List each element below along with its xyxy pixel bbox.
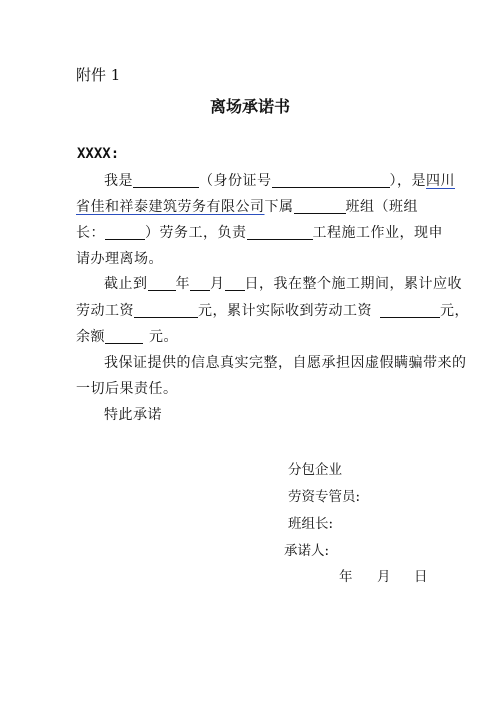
date-year: 年 [339,569,353,585]
subcontractor-label: 分包企业 [288,462,342,478]
wage-due-blank [134,303,198,318]
para1-text: 班组（班组 [345,199,418,215]
day-blank [225,276,245,291]
company-name-part: 省佳和祥泰建筑劳务有限公司 [76,199,265,215]
para2-text: 日，我在整个施工期间，累计应收 [244,276,462,292]
para1-text: 工程施工作业，现申 [312,225,443,241]
team-leader-blank [105,225,145,240]
para1-line3 [76,222,443,242]
year-blank [148,276,176,291]
para1-line4: 请办理离场。 [76,251,163,267]
date-month: 月 [377,569,391,585]
wage-received-blank [380,303,440,318]
para1-text: 长： [76,225,105,241]
date-day: 日 [414,569,428,585]
project-blank [247,225,313,240]
para1-line1 [104,170,455,190]
para2-text: 元。 [149,329,178,345]
id-number-blank [272,173,390,188]
document-title: 离场承诺书 [209,97,290,116]
para2-line1 [104,273,462,293]
para2-text: 年 [175,276,190,292]
para1-text: 我是 [104,173,133,189]
para2-text: 元，累计实际收到劳动工资 [198,303,372,319]
company-name-part: 四川 [426,173,455,189]
team-leader-label: 班组长: [288,516,334,532]
wage-manager-label: 劳资专管员: [288,489,361,505]
para1-text: ）劳务工，负责 [145,225,247,241]
para1-text: ），是 [389,173,426,189]
para2-text: 余额 [76,329,105,345]
para3-line2: 一切后果责任。 [76,381,178,397]
month-blank [190,276,210,291]
para2-text: 劳动工资 [76,303,134,319]
attachment-label: 附件 1 [76,66,121,84]
balance-blank [105,329,143,344]
para1-text: （身份证号 [199,173,272,189]
promisor-label: 承诺人: [284,543,330,559]
closing-phrase: 特此承诺 [104,407,162,423]
para2-line3 [76,326,178,346]
para2-text: 元， [440,303,469,319]
para2-text: 截止到 [104,276,148,292]
addressee: XXXX: [77,146,120,162]
team-blank [294,199,346,214]
para1-line2 [76,196,418,216]
para1-text: 下属 [264,199,294,215]
para2-line2 [76,300,469,320]
name-blank [133,173,199,188]
para2-text: 月 [210,276,225,292]
para3-line1: 我保证提供的信息真实完整，自愿承担因虚假瞒骗带来的 [104,355,467,371]
